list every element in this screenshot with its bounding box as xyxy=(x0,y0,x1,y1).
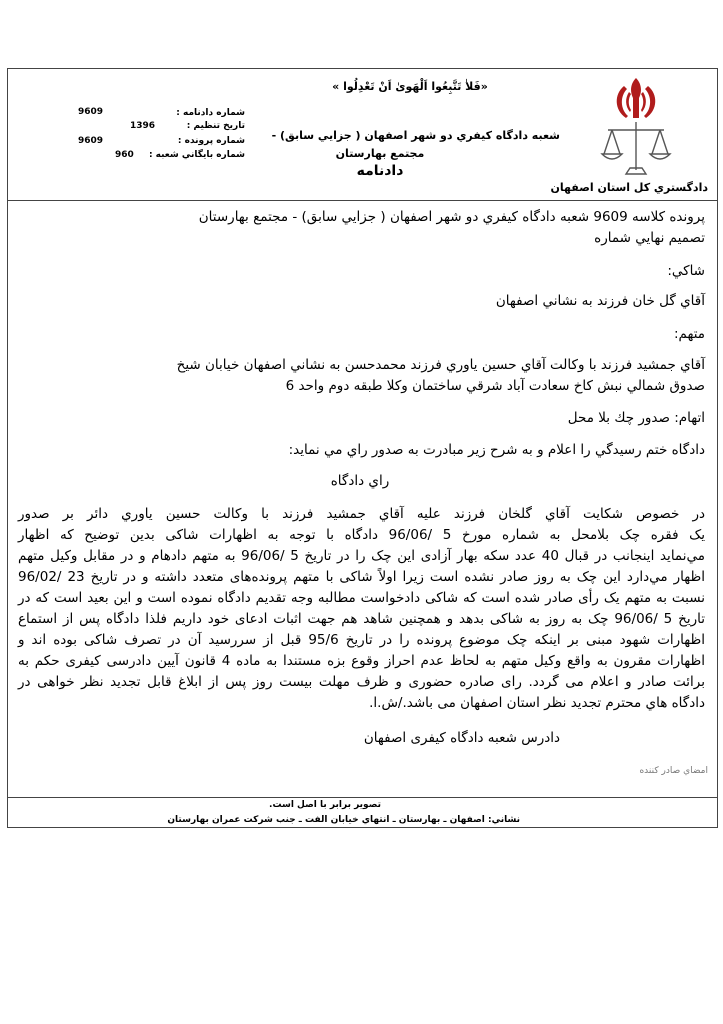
address-line: نشاني: اصفهان ـ بهارستان ـ انتهاي خيابان الفت ـ جنب شركت عمران بهارستان xyxy=(167,815,520,825)
court-title: شعبه دادگاه كيفري دو شهر اصفهان ( جزايي سابق) - xyxy=(271,129,560,142)
verdict-line: يک فقره چک بلامحل به شماره مورخ 5 /96/06 دادگاه با توجه به اظهارات شاکی بدين توضيح که اظهار xyxy=(18,527,706,543)
charge-line: اتهام: صدور چك بلا محل xyxy=(567,410,705,426)
intro-line: دادگاه ختم رسيدگي را اعلام و به شرح زير مبادرت به صدور راي مي نمايد: xyxy=(288,442,705,458)
verdict-line: اظهار مي‌دارد اين چک به روز صادر نشده است زيرا اولاً شاکی با متهم پرونده‌های متعدد داشته و در تاريخ 23 /96/02 xyxy=(18,569,705,585)
judiciary-emblem-icon xyxy=(600,74,672,186)
final-decision-line: تصميم نهايي شماره xyxy=(594,230,705,246)
verdict-line: مي‌نمايد اينجانب در قبال 40 عدد سکه بهار آزادی اين چک را در تاريخ 5 /96/06 به متهم دادهام و در مقابل وکيل متهم xyxy=(18,548,705,564)
footer-divider xyxy=(7,797,718,798)
meta-value-case-no: 9609 xyxy=(78,136,104,146)
complainant-label: شاكي: xyxy=(667,263,705,279)
meta-value-date: 1396 xyxy=(130,121,156,131)
signature-label: امضاي صادر كننده xyxy=(639,766,708,776)
case-line: پرونده كلاسه 9609 شعبه دادگاه كيفري دو شهر اصفهان ( جزايي سابق) - مجتمع بهارستان xyxy=(198,209,705,225)
verdict-line: تاريخ 5 /96/06 چک به روز به شاکی بدهد و همچنين شاهد هم جهت اثبات ادعای خود داريم فلذا دادگاه پس از استماع xyxy=(18,611,705,627)
quran-verse: «فَلاٰ تَتَّبِعُوا اَلْهَوىٰ اَنْ تَعْدِلُوا » xyxy=(332,80,488,93)
doc-type: دادنامه xyxy=(356,163,404,179)
accused-label: متهم: xyxy=(673,326,705,342)
verdict-line: دادگاه هاي محترم تجديد نظر استان اصفهان می باشد./ش.ا. xyxy=(369,695,705,711)
verdict-title: راي دادگاه xyxy=(330,473,390,489)
certified-note: تصوير برابر با اصل است. xyxy=(269,800,381,810)
complex-name: مجتمع بهارستان xyxy=(335,147,425,160)
verdict-line: اظهارات مقرون به واقع وکيل متهم به لحاظ عدم احراز وقوع بزه مستندا به ماده 4 قانون آيين دادرسی کيفری حکم به xyxy=(18,653,705,669)
header-divider xyxy=(7,200,718,201)
verdict-line: در خصوص شكايت آقاي گلخان فرزند عليه آقاي جمشيد فرزند با وكالت حسين ياوري دائر بر صدور xyxy=(18,506,705,522)
verdict-line: اظهارات شهود مبنی بر اينکه چک موضوع پرونده را در تاريخ 95/6 قبل از سررسيد آن در تصرف شاکی بوده اند و xyxy=(18,632,706,648)
judge-line: دادرس شعبه دادگاه كيفری اصفهان xyxy=(363,730,560,746)
meta-label-case-no: شماره پرونده : xyxy=(177,136,245,146)
meta-value-judgment-no: 9609 xyxy=(78,107,104,117)
meta-label-judgment-no: شماره دادنامه : xyxy=(176,108,245,118)
complainant-info: آقاي گل خان فرزند به نشاني اصفهان xyxy=(495,293,705,309)
accused-info-2: صدوق شمالي نبش كاخ سعادت آباد شرقي ساختمان وكلا طبقه دوم واحد 6 xyxy=(285,378,705,394)
accused-info-1: آقاي جمشيد فرزند با وكالت آقاي حسين ياوري فرزند محمدحسن به نشاني اصفهان خيابان شيخ xyxy=(176,357,705,373)
org-name: دادگستري كل استان اصفهان xyxy=(550,181,708,194)
verdict-line: برائت صادر و اعلام می گردد. رای صادره حضوری و ظرف مهلت بيست روز پس از ابلاغ قابل تجديد نظر خواهی در xyxy=(18,674,705,690)
verdict-line: نسبت به متهم يک رأی صادر شده است که شاکی دادخواست مطالبه وجه تقديم دادگاه نموده است و اين بعيد است که در xyxy=(18,590,705,606)
meta-label-date: تاريخ تنظيم : xyxy=(186,121,245,131)
meta-label-archive-no: شماره بايگاني شعبه : xyxy=(148,150,245,160)
meta-value-archive-no: 960 xyxy=(115,150,134,160)
